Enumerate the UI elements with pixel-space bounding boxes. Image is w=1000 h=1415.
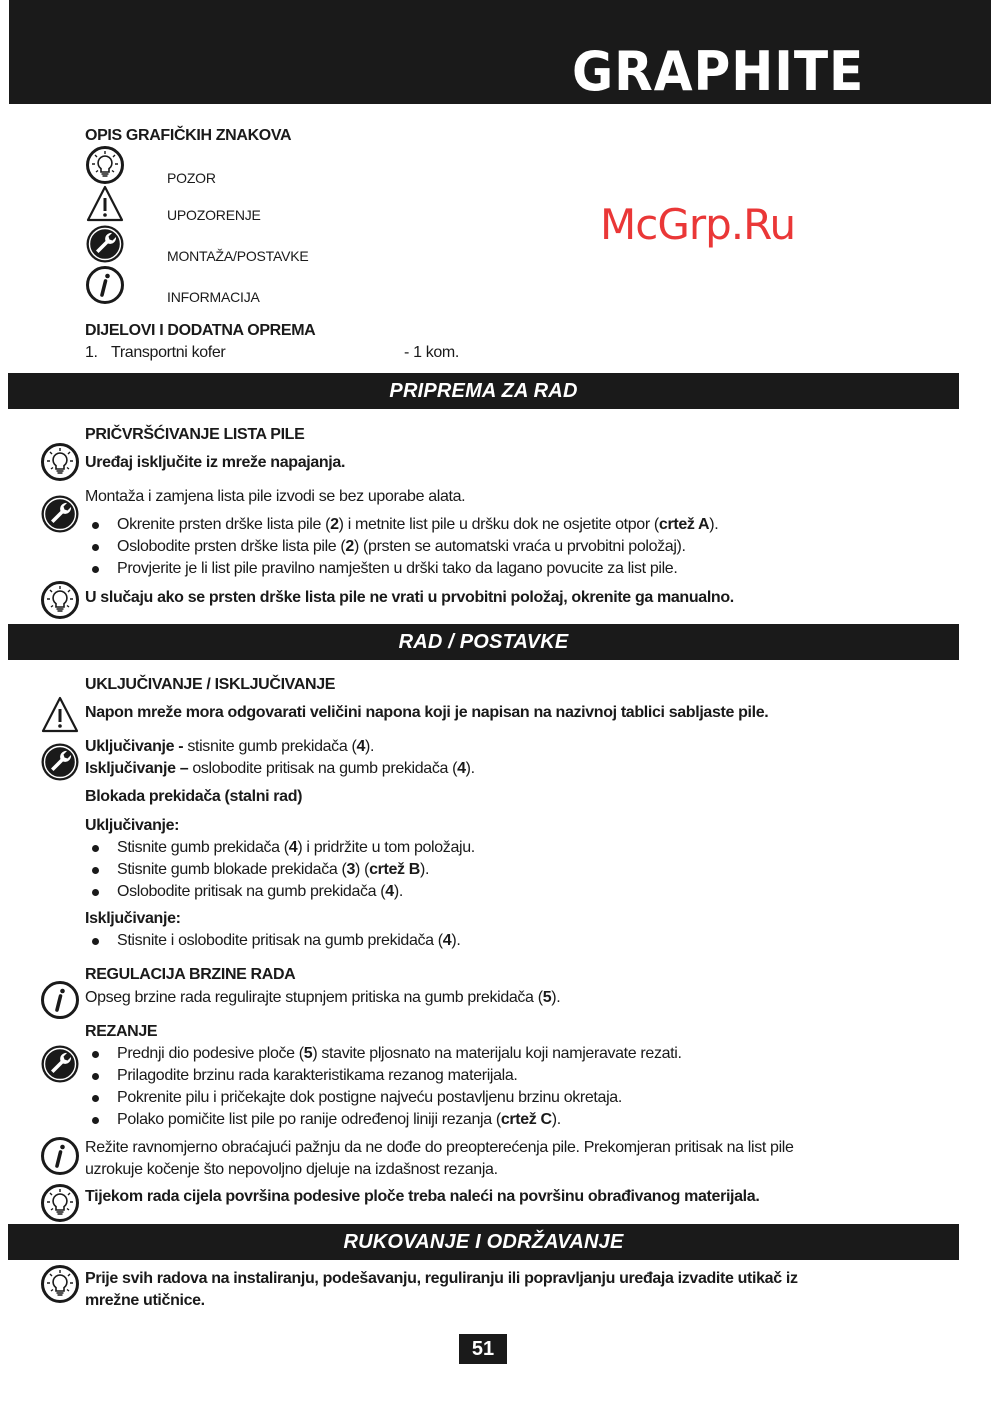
caution-note-line1: Prije svih radova na instaliranju, podešavanju, reguliranju ili popravljanju uređaja izvadite utikač iz <box>85 1270 798 1287</box>
list-item: Stisnite gumb blokade prekidača (3) (crtež B). <box>117 861 430 878</box>
caution-note-line2: mrežne utičnice. <box>85 1292 205 1309</box>
list-item: Oslobodite pritisak na gumb prekidača (4). <box>117 883 403 900</box>
switch-heading: UKLJUČIVANJE / ISKLJUČIVANJE <box>85 676 336 693</box>
symbol-label-upozorenje: UPOZORENJE <box>167 207 261 223</box>
wrench-icon <box>40 742 80 782</box>
bullet-icon <box>92 566 99 573</box>
bullet-icon <box>92 1073 99 1080</box>
lock-heading: Blokada prekidača (stalni rad) <box>85 788 303 805</box>
bullet-icon <box>92 544 99 551</box>
parts-item-number: 1. <box>85 344 98 361</box>
list-item: Pokrenite pilu i pričekajte dok postigne najveću postavljenu brzinu okretaja. <box>117 1089 622 1106</box>
lock-on-heading: Uključivanje: <box>85 817 180 834</box>
bullet-icon <box>92 845 99 852</box>
info-text-line1: Režite ravnomjerno obraćajući pažnju da ne dođe do preopterećenja pile. Prekomjeran pritisak na list pile <box>85 1139 794 1156</box>
brand-logo: GRAPHITE <box>572 40 865 103</box>
switch-off-text: Isključivanje – oslobodite pritisak na gumb prekidača (4). <box>85 760 475 777</box>
wrench-icon <box>85 224 125 264</box>
mount-intro: Montaža i zamjena lista pile izvodi se bez uporabe alata. <box>85 488 466 505</box>
wrench-icon <box>40 1044 80 1084</box>
info-icon <box>40 1136 80 1176</box>
bulb-icon <box>40 580 80 620</box>
parts-heading: DIJELOVI I DODATNA OPREMA <box>85 322 316 339</box>
wrench-icon <box>40 494 80 534</box>
info-icon <box>85 265 125 305</box>
list-item: Okrenite prsten drške lista pile (2) i metnite list pile u dršku dok ne osjetite otpor (crtež A). <box>117 516 719 533</box>
bulb-icon <box>85 145 125 185</box>
symbol-label-informacija: INFORMACIJA <box>167 289 260 305</box>
section-bar-priprema: PRIPREMA ZA RAD <box>8 373 959 409</box>
bullet-icon <box>92 522 99 529</box>
caution-note: U slučaju ako se prsten drške lista pile ne vrati u prvobitni položaj, okrenite ga manualno. <box>85 589 734 606</box>
list-item: Prednji dio podesive ploče (5) stavite pljosnato na materijalu koji namjeravate rezati. <box>117 1045 682 1062</box>
symbol-label-montaza: MONTAŽA/POSTAVKE <box>167 248 309 264</box>
warning-icon <box>40 695 80 735</box>
voltage-warning: Napon mreže mora odgovarati veličini napona koji je napisan na nazivnoj tablici sabljaste pile. <box>85 704 769 721</box>
info-icon <box>40 980 80 1020</box>
list-item: Polako pomičite list pile po ranije određenoj liniji rezanja (crtež C). <box>117 1111 561 1128</box>
parts-item-name: Transportni kofer <box>111 344 226 361</box>
bullet-icon <box>92 938 99 945</box>
bulb-icon <box>40 1264 80 1304</box>
lock-off-heading: Isključivanje: <box>85 910 181 927</box>
bulb-icon <box>40 442 80 482</box>
warning-icon <box>85 184 125 224</box>
caution-note: Tijekom rada cijela površina podesive ploče treba naleći na površinu obrađivanog materijala. <box>85 1188 760 1205</box>
section-bar-rukovanje: RUKOVANJE I ODRŽAVANJE <box>8 1224 959 1260</box>
symbol-label-pozor: POZOR <box>167 170 216 186</box>
list-item: Stisnite gumb prekidača (4) i pridržite u tom položaju. <box>117 839 475 856</box>
bulb-icon <box>40 1183 80 1223</box>
speed-heading: REGULACIJA BRZINE RADA <box>85 966 296 983</box>
list-item: Prilagodite brzinu rada karakteristikama rezanog materijala. <box>117 1067 518 1084</box>
caution-note: Uređaj isključite iz mreže napajanja. <box>85 454 346 471</box>
watermark: McGrp.Ru <box>600 200 796 249</box>
bullet-icon <box>92 1051 99 1058</box>
page-number: 51 <box>459 1334 507 1364</box>
section-bar-rad-postavke: RAD / POSTAVKE <box>8 624 959 660</box>
parts-item-qty: - 1 kom. <box>404 344 459 361</box>
speed-text: Opseg brzine rada regulirajte stupnjem pritiska na gumb prekidača (5). <box>85 989 561 1006</box>
bullet-icon <box>92 1117 99 1124</box>
cutting-heading: REZANJE <box>85 1023 158 1040</box>
list-item: Provjerite je li list pile pravilno namješten u drški tako da lagano povucite za list pile. <box>117 560 678 577</box>
bullet-icon <box>92 1095 99 1102</box>
bullet-icon <box>92 867 99 874</box>
bullet-icon <box>92 889 99 896</box>
symbols-heading: OPIS GRAFIČKIH ZNAKOVA <box>85 127 292 144</box>
info-text-line2: uzrokuje kočenje što nepovoljno djeluje na izdašnost rezanja. <box>85 1161 498 1178</box>
list-item: Stisnite i oslobodite pritisak na gumb prekidača (4). <box>117 932 461 949</box>
blade-mount-heading: PRIČVRŠĆIVANJE LISTA PILE <box>85 426 305 443</box>
switch-on-text: Uključivanje - stisnite gumb prekidača (4). <box>85 738 375 755</box>
list-item: Oslobodite prsten drške lista pile (2) (prsten se automatski vraća u prvobitni položaj). <box>117 538 686 555</box>
